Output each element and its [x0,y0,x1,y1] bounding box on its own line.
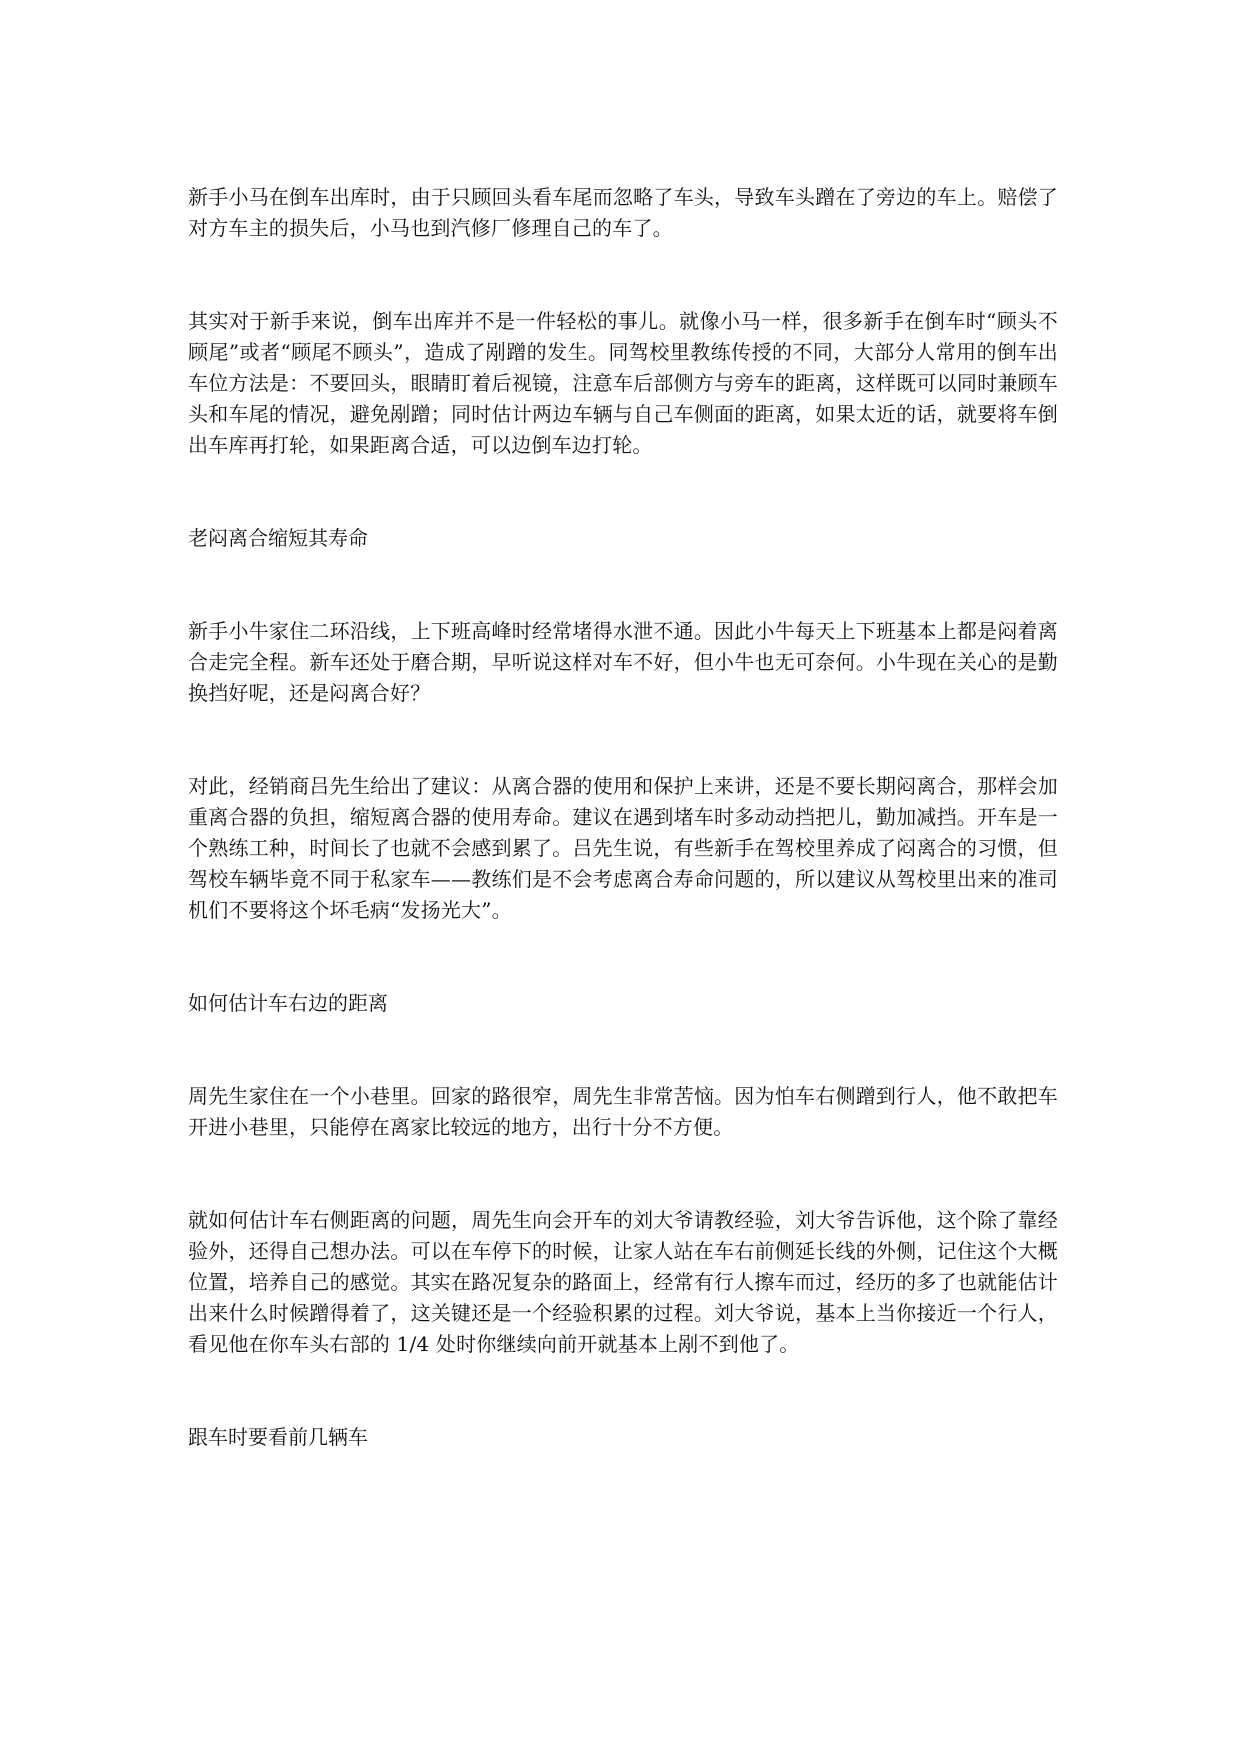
paragraph-narrow-alley: 周先生家住在一个小巷里。回家的路很窄，周先生非常苦恼。因为怕车右侧蹭到行人，他不敢把车开进小巷里，只能停在离家比较远的地方，出行十分不方便。 [188,1084,1058,1139]
paragraph-backing-out-advice: 其实对于新手来说，倒车出库并不是一件轻松的事儿。就像小马一样，很多新手在倒车时“顾头不顾尾”或者“顾尾不顾头”，造成了剐蹭的发生。同驾校里教练传授的不同，大部分人常用的倒车出车位方法是：不要回头，眼睛盯着后视镜，注意车后部侧方与旁车的距离，这样既可以同时兼顾车头和车尾的情况，避免剐蹭；同时估计两边车辆与自己车侧面的距离，如果太近的话，就要将车倒出车库再打轮，如果距离合适，可以边倒车边打轮。 [188,309,1058,457]
section-heading-following: 跟车时要看前几辆车 [188,1425,368,1449]
paragraph-clutch-advice: 对此，经销商吕先生给出了建议：从离合器的使用和保护上来讲，还是不要长期闷离合，那样会加重离合器的负担，缩短离合器的使用寿命。建议在遇到堵车时多动动挡把儿，勤加减挡。开车是一个熟练工种，时间长了也就不会感到累了。吕先生说，有些新手在驾校里养成了闷离合的习惯，但驾校车辆毕竟不同于私家车——教练们是不会考虑离合寿命问题的，所以建议从驾校里出来的准司机们不要将这个坏毛病“发扬光大”。 [188,774,1058,922]
paragraph-clutch-problem: 新手小牛家住二环沿线，上下班高峰时经常堵得水泄不通。因此小牛每天上下班基本上都是闷着离合走完全程。新车还处于磨合期，早听说这样对车不好，但小牛也无可奈何。小牛现在关心的是勤换挡好呢，还是闷离合好？ [188,619,1058,705]
paragraph-right-distance-advice: 就如何估计车右侧距离的问题，周先生向会开车的刘大爷请教经验，刘大爷告诉他，这个除了靠经验外，还得自己想办法。可以在车停下的时候，让家人站在车右前侧延长线的外侧，记住这个大概位置，培养自己的感觉。其实在路况复杂的路面上，经常有行人擦车而过，经历的多了也就能估计出来什么时候蹭得着了，这关键还是一个经验积累的过程。刘大爷说，基本上当你接近一个行人，看见他在你车头右部的 1/4 处时你继续向前开就基本上剐不到他了。 [188,1208,1058,1356]
section-heading-right-distance: 如何估计车右边的距离 [188,991,388,1015]
paragraph-backing-out-incident: 新手小马在倒车出库时，由于只顾回头看车尾而忽略了车头，导致车头蹭在了旁边的车上。赔偿了对方车主的损失后，小马也到汽修厂修理自己的车了。 [188,185,1058,240]
document-body [188,182,1058,1453]
section-heading-clutch: 老闷离合缩短其寿命 [188,526,368,550]
